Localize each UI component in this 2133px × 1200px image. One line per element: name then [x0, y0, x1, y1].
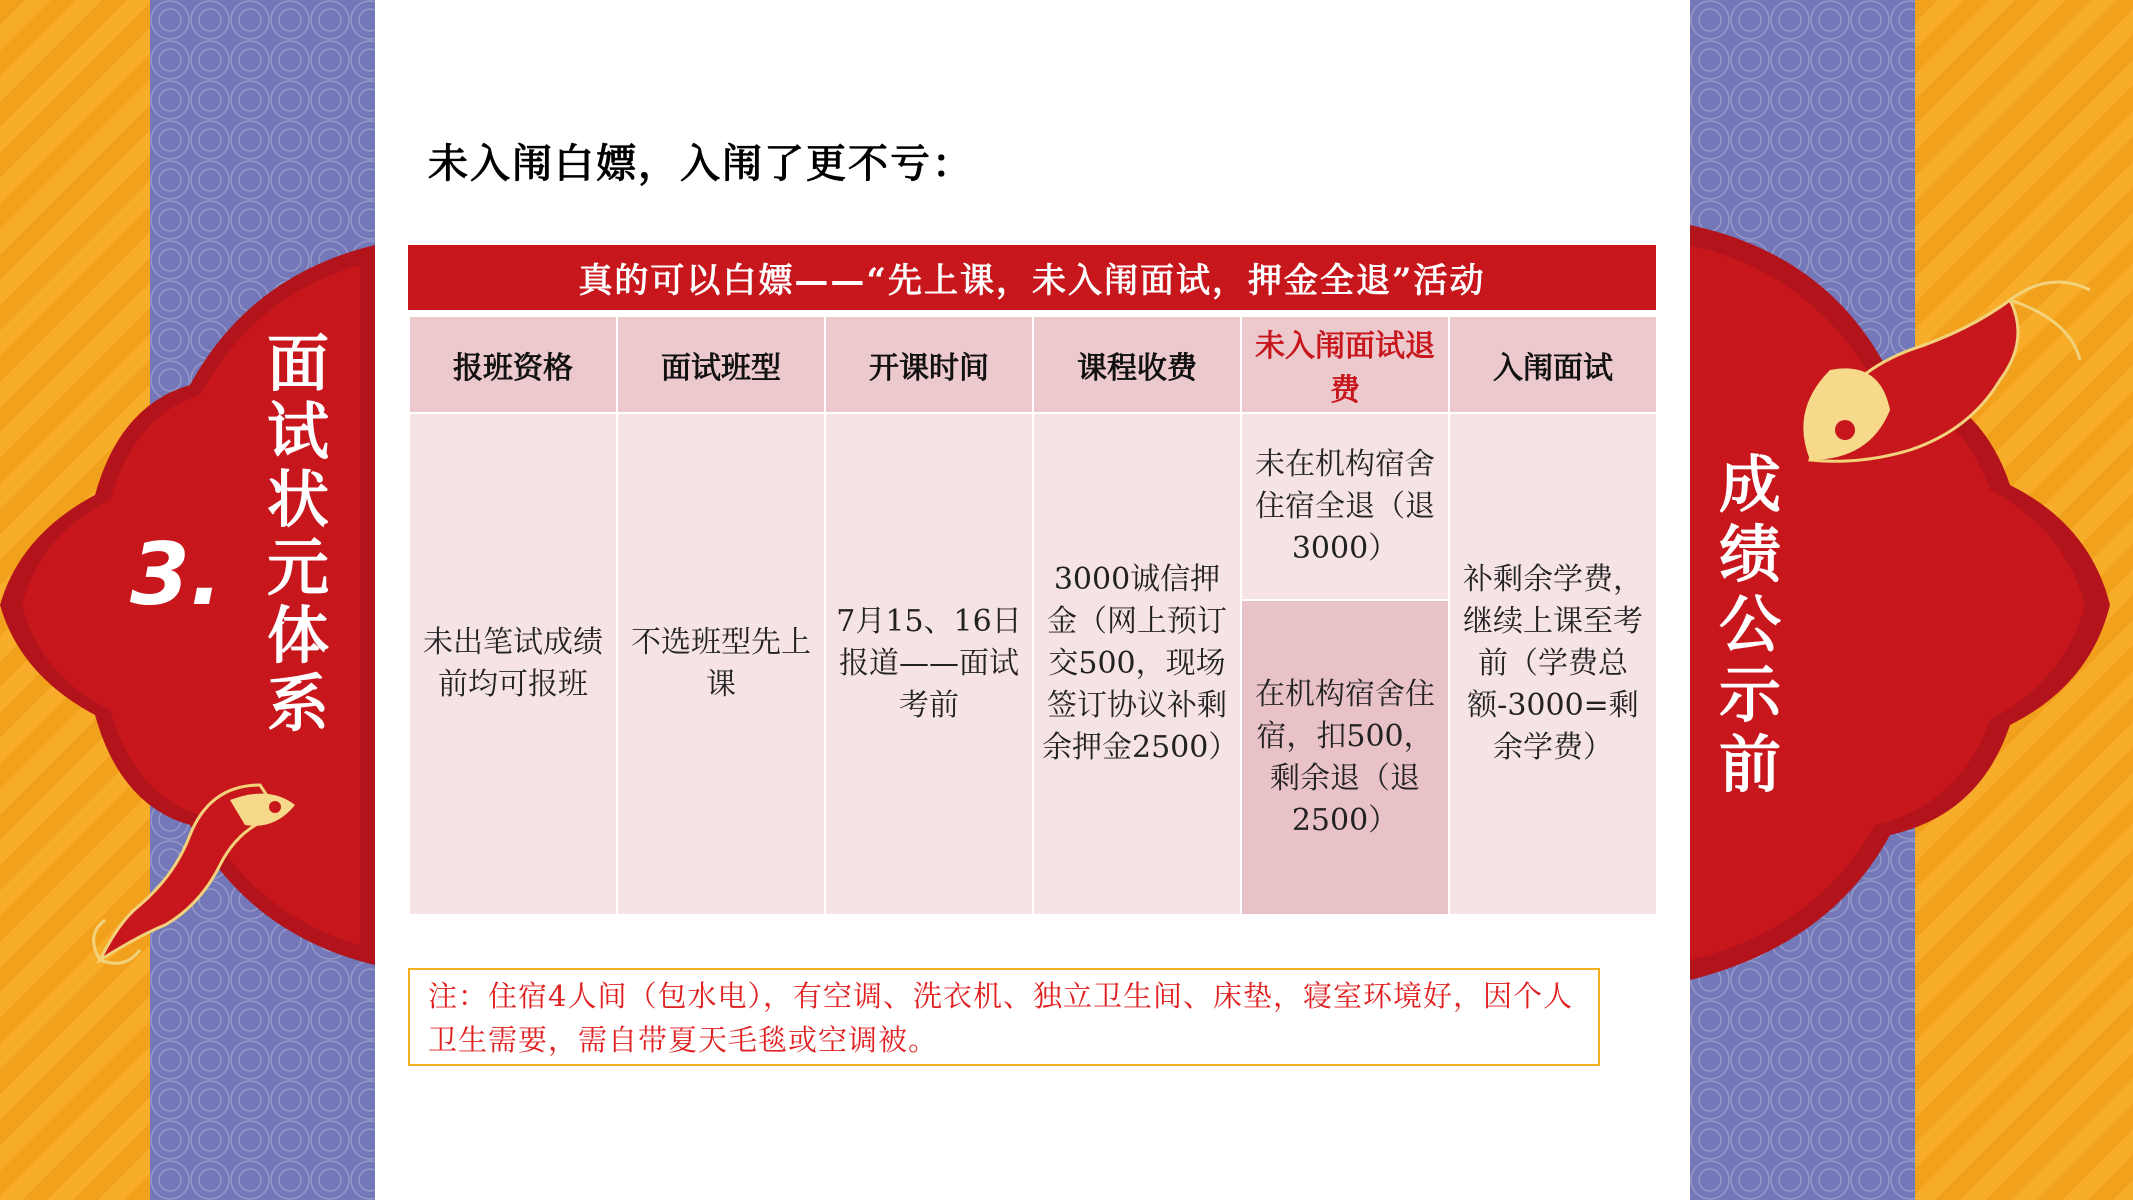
table-banner: 真的可以白嫖——“先上课，未入闱面试，押金全退”活动 [408, 245, 1656, 310]
cell-interview: 补剩余学费，继续上课至考前（学费总额-3000=剩余学费） [1449, 413, 1657, 915]
header-class-type: 面试班型 [617, 316, 825, 413]
cell-refund-no-dorm: 未在机构宿舍住宿全退（退3000） [1241, 413, 1449, 600]
header-start-time: 开课时间 [825, 316, 1033, 413]
table-header-row [409, 316, 1657, 413]
header-refund: 未入闱面试退费 [1241, 316, 1449, 413]
header-eligibility: 报班资格 [409, 316, 617, 413]
header-fee: 课程收费 [1033, 316, 1241, 413]
cell-fee: 3000诚信押金（网上预订交500，现场签订协议补剩余押金2500） [1033, 413, 1241, 915]
left-koi-fish-icon [80, 745, 310, 975]
accommodation-note: 注：住宿4人间（包水电），有空调、洗衣机、独立卫生间、床垫，寝室环境好，因个人卫生需要，需自带夏天毛毯或空调被。 [408, 968, 1600, 1066]
cell-refund-dorm: 在机构宿舍住宿，扣500，剩余退（退2500） [1241, 600, 1449, 915]
cell-class-type: 不选班型先上课 [617, 413, 825, 915]
cell-eligibility: 未出笔试成绩前均可报班 [409, 413, 617, 915]
left-section-number: 3. [130, 525, 223, 625]
header-interview: 入闱面试 [1449, 316, 1657, 413]
left-vertical-title: 面试状元体系 [266, 327, 329, 740]
table-row [409, 413, 1657, 600]
right-koi-fish-icon [1770, 260, 2100, 560]
cell-start-time: 7月15、16日报道——面试考前 [825, 413, 1033, 915]
page-heading: 未入闱白嫖，入闱了更不亏： [428, 140, 974, 187]
enrollment-table [408, 315, 1658, 916]
right-vertical-title: 成绩公示前 [1718, 448, 1781, 801]
